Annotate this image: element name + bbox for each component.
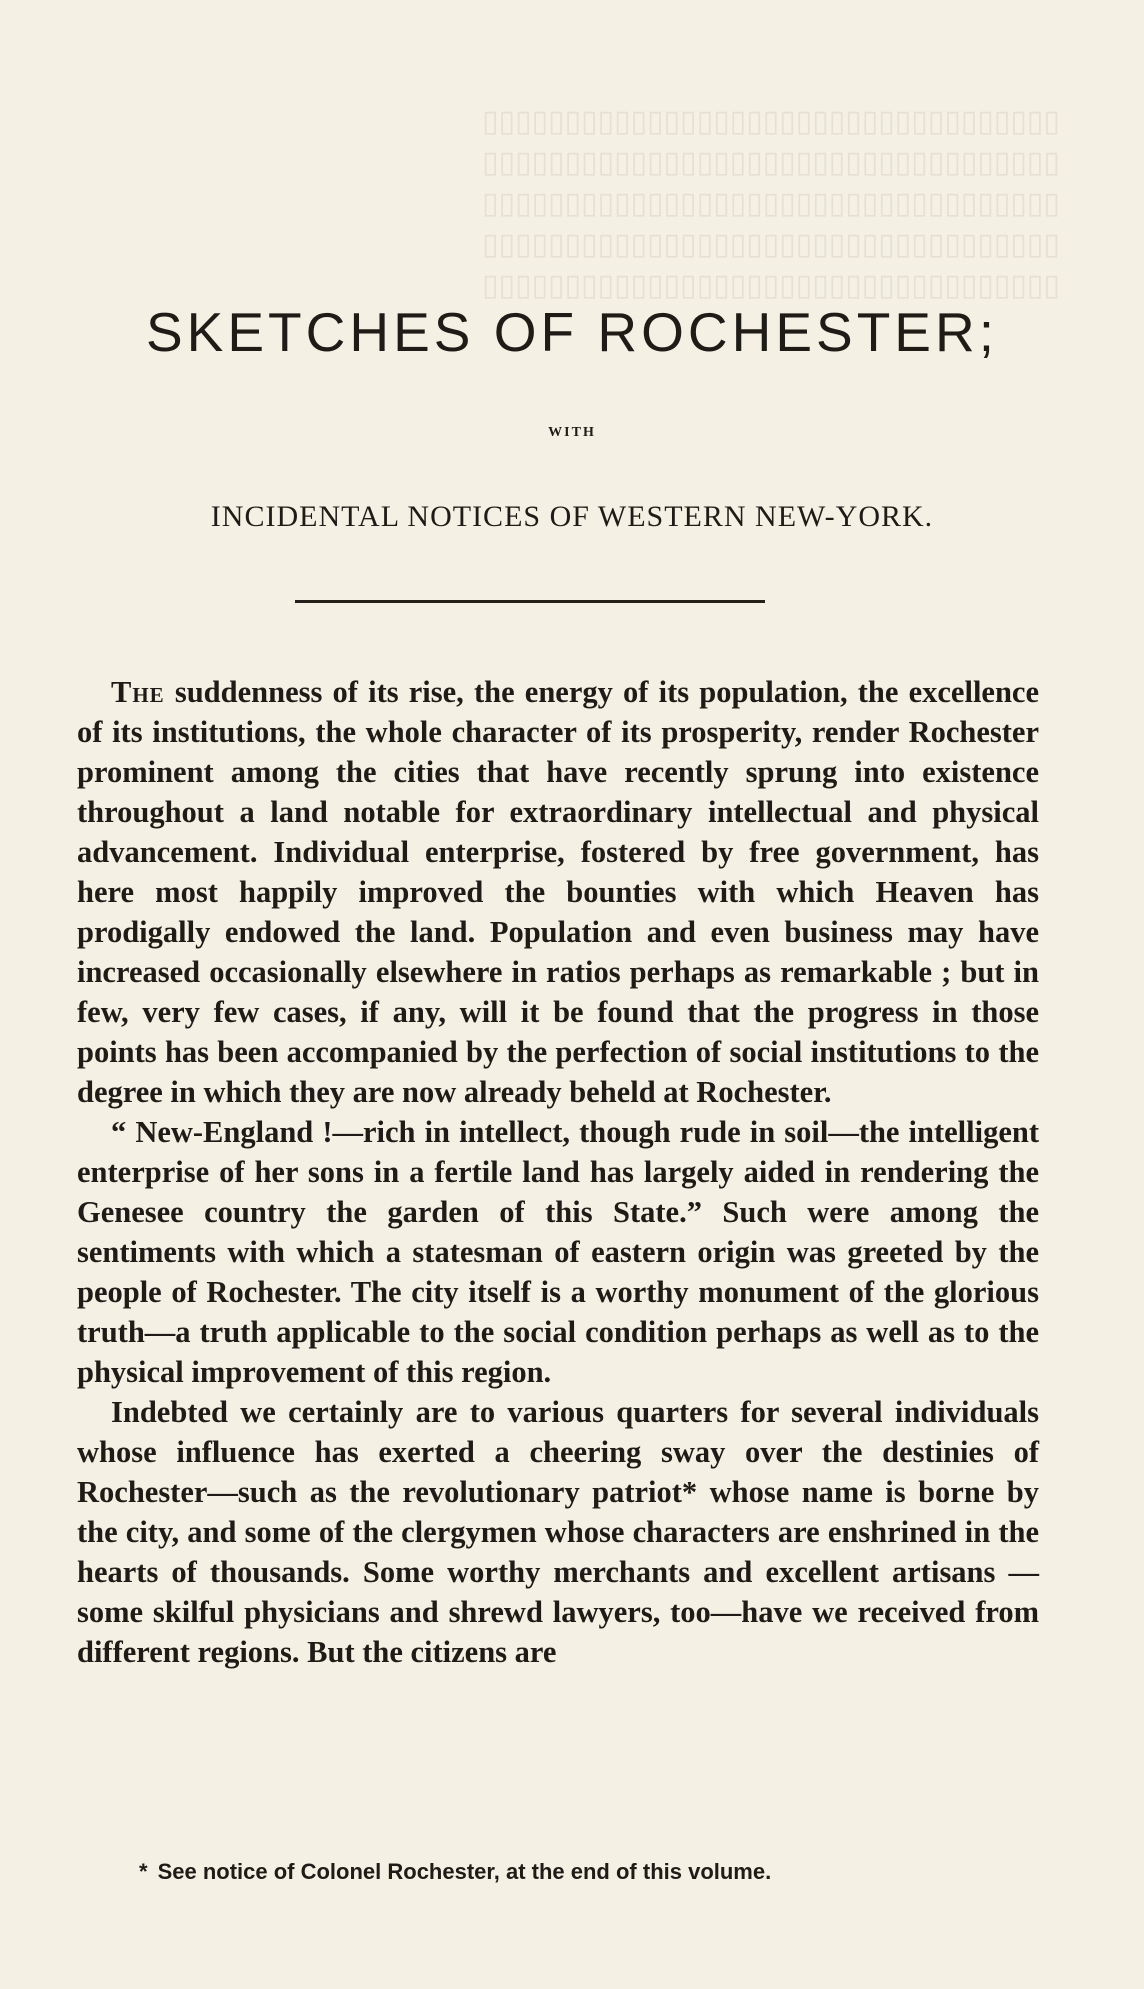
paragraph-2: “ New-England !—rich in intellect, though rude in soil—the intelligent enterprise of her sons in a fertile land has largely aided in rendering the Genesee country the garden of this State.” Such were among the sentiments with which a statesman of eastern origin was greeted by the people of Rochester. The city itself is a worthy monument of the glorious truth—a truth applicable to the social condition perhaps as well as to the physical improvement of this region. [77, 1115, 1039, 1389]
paragraph-3: Indebted we certainly are to various quarters for several individuals whose influence has exerted a cheering sway over the destinies of Rochester—such as the revolutionary patriot* whose name is borne by the city, and some of the clergymen whose characters are enshrined in the hearts of thousands. Some worthy merchants and excellent artisans —some skilful physicians and shrewd lawyers, too—have we received from different regions. But the citizens are [77, 1395, 1039, 1669]
body-text [77, 672, 1039, 1672]
footnote-text: See notice of Colonel Rochester, at the end of this volume. [157, 1859, 772, 1884]
book-subtitle: INCIDENTAL NOTICES OF WESTERN NEW-YORK. [210, 500, 934, 533]
paragraph-lead-word: The [111, 675, 165, 709]
with-label: WITH [548, 425, 596, 440]
book-title: SKETCHES OF ROCHESTER; [146, 301, 998, 363]
section-rule [295, 600, 765, 603]
footnote-marker: * [139, 1859, 148, 1884]
paragraph-1-text: suddenness of its rise, the energy of its population, the excellence of its institutions, the whole character of its prosperity, render Rochester prominent among the cities that have recently sprung into existence throughout a land notable for extraordinary intellectual and physical advancement. Individual enterprise, fostered by free government, has here most happily improved the bounties with which Heaven has prodigally endowed the land. Population and even business may have increased occasionally elsewhere in ratios perhaps as remarkable ; but in few, very few cases, if any, will it be found that the progress in those points has been accompanied by the perfection of social institutions to the degree in which they are now already beheld at Rochester. [77, 675, 1039, 1109]
paragraph-1 [77, 672, 1039, 1112]
footnote [139, 1859, 1039, 1885]
reverse-page-show-through: ▯▯▯▯▯▯▯▯▯▯▯▯▯▯▯▯▯▯▯▯▯▯▯▯▯▯▯▯▯▯▯▯▯▯▯ ▯▯▯▯▯▯▯▯▯▯▯▯▯▯▯▯▯▯▯▯▯▯▯▯▯▯▯▯▯▯▯▯▯▯▯ ▯▯▯▯▯▯▯▯▯▯▯▯▯▯▯▯▯▯▯▯▯▯▯▯▯▯▯▯▯▯▯▯▯▯▯ ▯▯▯▯▯▯▯▯▯▯▯▯▯▯▯▯▯▯▯▯▯▯▯▯▯▯▯▯▯▯▯▯▯▯▯ ▯▯▯▯▯▯▯▯▯▯▯▯▯▯▯▯▯▯▯▯▯▯▯▯▯▯▯▯▯▯▯▯▯▯▯ [482, 105, 1060, 302]
